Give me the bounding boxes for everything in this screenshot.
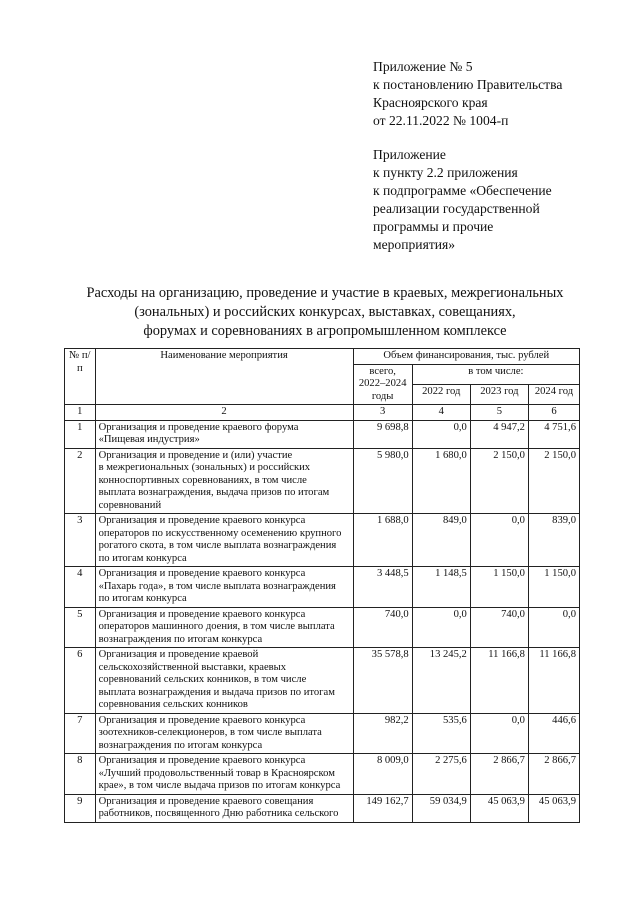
row-number: 6 (65, 648, 96, 714)
row-2022: 59 034,9 (412, 794, 470, 822)
row-2022: 2 275,6 (412, 754, 470, 795)
document-title (60, 284, 590, 341)
row-2023: 11 166,8 (470, 648, 528, 714)
row-2023: 45 063,9 (470, 794, 528, 822)
row-2022: 535,6 (412, 713, 470, 754)
table-row (65, 648, 580, 714)
row-total: 740,0 (353, 607, 412, 648)
row-total: 9 698,8 (353, 420, 412, 448)
row-number: 9 (65, 794, 96, 822)
row-name-line: соревнований сельских конников, в том числе (98, 674, 307, 685)
table-row (65, 567, 580, 608)
row-name-line: выплата вознаграждения и выдача призов по итогам (98, 686, 335, 698)
row-name-line: вознаграждения по итогам конкурса (98, 739, 263, 751)
row-2024: 4 751,6 (528, 420, 579, 448)
table-body (65, 420, 580, 822)
appendix-line: к пункту 2.2 приложения (373, 165, 518, 180)
appendix-line: Приложение (373, 147, 446, 162)
expense-table (64, 348, 580, 823)
appendix-line: мероприятия» (373, 237, 456, 252)
row-name-line: рогатого скота, в том числе выплата вознаграждения (98, 540, 337, 551)
row-name-line: конноспортивных соревнованиях, в том числе (98, 474, 307, 486)
row-name-line: по итогам конкурса (98, 593, 187, 604)
row-2022: 1 680,0 (412, 448, 470, 514)
row-2024: 2 866,7 (528, 754, 579, 795)
column-number: 6 (528, 405, 579, 421)
title-line: (зональных) и российских конкурсах, выставках, совещаниях, (134, 304, 516, 320)
row-2022: 1 148,5 (412, 567, 470, 608)
header-2024: 2024 год (528, 384, 579, 404)
header-funding: Объем финансирования, тыс. рублей (353, 349, 579, 365)
row-2023: 0,0 (470, 713, 528, 754)
table-row (65, 713, 580, 754)
row-name-line: Организация и проведение краевой (98, 649, 259, 660)
column-number: 2 (95, 405, 353, 421)
row-number: 7 (65, 713, 96, 754)
row-2023: 740,0 (470, 607, 528, 648)
row-total: 8 009,0 (353, 754, 412, 795)
row-name-line: соревнования сельских конников (98, 699, 248, 710)
row-2022: 0,0 (412, 420, 470, 448)
row-name-line: операторов машинного доения, в том числе выплата (98, 621, 335, 632)
row-name-line: Организация и проведение краевого форума (98, 421, 299, 433)
column-number: 1 (65, 405, 96, 421)
row-name-line: соревнований (98, 499, 162, 511)
appendix-line: к подпрограмме «Обеспечение (373, 183, 552, 198)
row-2024: 45 063,9 (528, 794, 579, 822)
header-total: всего, 2022–2024 годы (353, 364, 412, 405)
row-number: 4 (65, 567, 96, 608)
row-number: 5 (65, 607, 96, 648)
row-2024: 1 150,0 (528, 567, 579, 608)
row-number: 1 (65, 420, 96, 448)
row-2023: 4 947,2 (470, 420, 528, 448)
row-name-line: «Пахарь года», в том числе выплата вознаграждения (98, 580, 336, 592)
row-name-line: Организация и проведение краевого совещания (98, 795, 314, 807)
row-2024: 839,0 (528, 514, 579, 567)
row-total: 982,2 (353, 713, 412, 754)
row-2024: 11 166,8 (528, 648, 579, 714)
table-row (65, 754, 580, 795)
header-num: № п/п (65, 349, 96, 405)
row-name (95, 754, 353, 795)
appendix-header (373, 58, 623, 130)
appendix-line: от 22.11.2022 № 1004-п (373, 113, 509, 128)
row-name-line: Организация и проведение краевого конкурса (98, 568, 306, 579)
table-row (65, 448, 580, 514)
row-2023: 2 866,7 (470, 754, 528, 795)
row-name (95, 514, 353, 567)
row-name-line: операторов по искусственному осеменению крупного (98, 527, 342, 539)
row-number: 2 (65, 448, 96, 514)
row-2024: 0,0 (528, 607, 579, 648)
row-total: 35 578,8 (353, 648, 412, 714)
row-total: 149 162,7 (353, 794, 412, 822)
header-2023: 2023 год (470, 384, 528, 404)
column-number: 4 (412, 405, 470, 421)
row-name-line: выплата вознаграждения, выдача призов по итогам (98, 487, 330, 498)
header-including: в том числе: (412, 364, 579, 384)
row-name-line: по итогам конкурса (98, 552, 187, 564)
title-line: форумах и соревнованиях в агропромышленном комплексе (143, 323, 507, 339)
row-2023: 1 150,0 (470, 567, 528, 608)
appendix-line: реализации государственной (373, 201, 540, 216)
row-name (95, 567, 353, 608)
row-name (95, 713, 353, 754)
row-name-line: крае», в том числе выдача призов по итогам конкурса (98, 780, 341, 791)
row-2024: 446,6 (528, 713, 579, 754)
row-total: 1 688,0 (353, 514, 412, 567)
appendix-line: Приложение № 5 (373, 59, 473, 74)
row-total: 3 448,5 (353, 567, 412, 608)
row-name-line: «Пищевая индустрия» (98, 434, 200, 445)
row-name (95, 607, 353, 648)
column-number: 3 (353, 405, 412, 421)
row-name (95, 420, 353, 448)
row-total: 5 980,0 (353, 448, 412, 514)
row-2022: 849,0 (412, 514, 470, 567)
row-name-line: Организация и проведение краевого конкурса (98, 608, 306, 620)
table-row (65, 607, 580, 648)
row-name-line: Организация и проведение краевого конкурса (98, 755, 306, 766)
row-name-line: Организация и проведение краевого конкурса (98, 714, 306, 726)
row-2022: 0,0 (412, 607, 470, 648)
row-name (95, 794, 353, 822)
row-name-line: зоотехников-селекционеров, в том числе выплата (98, 727, 322, 738)
appendix-line: к постановлению Правительства (373, 77, 563, 92)
row-2024: 2 150,0 (528, 448, 579, 514)
column-number: 5 (470, 405, 528, 421)
row-name-line: Организация и проведение краевого конкурса (98, 515, 306, 526)
table-row (65, 420, 580, 448)
table-row (65, 794, 580, 822)
row-number: 3 (65, 514, 96, 567)
sub-appendix-header (373, 146, 623, 254)
row-name-line: сельскохозяйственной выставки, краевых (98, 661, 287, 673)
row-name (95, 448, 353, 514)
appendix-line: программы и прочие (373, 219, 494, 234)
row-name-line: в межрегиональных (зональных) и российских (98, 462, 311, 473)
appendix-line: Красноярского края (373, 95, 488, 110)
row-2023: 2 150,0 (470, 448, 528, 514)
row-name-line: Организация и проведение и (или) участие (98, 449, 293, 461)
row-2022: 13 245,2 (412, 648, 470, 714)
title-line: Расходы на организацию, проведение и участие в краевых, межрегиональных (86, 285, 564, 301)
table-row (65, 514, 580, 567)
row-name (95, 648, 353, 714)
row-name-line: работников, посвященного Дню работника сельского (98, 808, 339, 819)
row-number: 8 (65, 754, 96, 795)
column-number-row (65, 405, 580, 421)
row-name-line: вознаграждения по итогам конкурса (98, 633, 263, 645)
header-name: Наименование мероприятия (95, 349, 353, 405)
row-2023: 0,0 (470, 514, 528, 567)
row-name-line: «Лучший продовольственный товар в Красноярском (98, 767, 335, 779)
header-2022: 2022 год (412, 384, 470, 404)
